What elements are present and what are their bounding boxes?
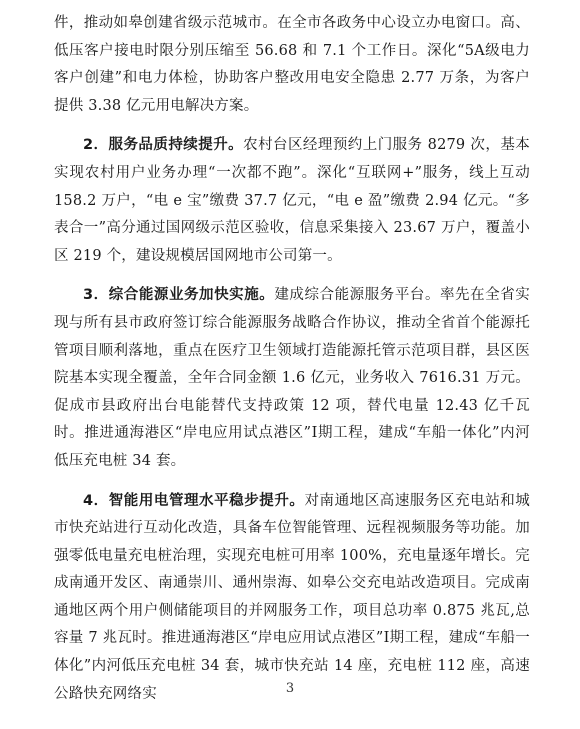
paragraph-1 — [54, 10, 530, 120]
paragraph-3 — [54, 282, 530, 475]
section-4-heading: 4．智能用电管理水平稳步提升。 — [83, 492, 305, 509]
paragraph-4 — [54, 488, 530, 709]
paragraph-1-text: 件，推动如皋创建省级示范城市。在全市各政务中心设立办电窗口。高、低压客户接电时限分别压缩至 56.68 和 7.1 个工作日。深化“5A级电力客户创建”和电力体检，协助客户整改用电安全隐患 2.77 万条，为客户提供 3.38 亿元用电解决方案。 — [54, 15, 530, 114]
section-3-heading: 3．综合能源业务加快实施。 — [83, 287, 275, 304]
paragraph-3-text: 建成综合能源服务平台。率先在全省实现与所有县市政府签订综合能源服务战略合作协议，推动全省首个能源托管项目顺利落地，重点在医疗卫生领域打造能源托管示范项目群，县区医院基本实现全覆盖，全年合同金额 1.6 亿元，业务收入 7616.31 万元。促成市县政府出台电能替代支持政策 12 项，替代电量 12.43 亿千瓦时。推进通海港区“岸电应用试点港区”Ⅰ期工程，建成“车船一体化”内河低压充电桩 34 套。 — [54, 287, 530, 469]
paragraph-2 — [54, 132, 530, 270]
paragraph-2-text: 农村台区经理预约上门服务 8279 次，基本实现农村用户业务办理“一次都不跑”。深化“互联网+”服务，线上互动 158.2 万户，“电 e 宝”缴费 37.7 亿元，“电 e 盈”缴费 2.94 亿元。“多表合一”高分通过国网级示范区验收，信息采集接入 23.67 万户，覆盖小区 219 个，建设规模居国网地市公司第一。 — [54, 137, 530, 264]
paragraph-4-text: 对南通地区高速服务区充电站和城市快充站进行互动化改造，具备车位智能管理、远程视频服务等功能。加强零低电量充电桩治理，实现充电桩可用率 100%，充电量逐年增长。完成南通开发区、南通崇川、通州崇海、如皋公交充电站改造项目。完成南通地区两个用户侧储能项目的并网服务工作，项目总功率 0.875 兆瓦,总容量 7 兆瓦时。推进通海港区“岸电应用试点港区”Ⅰ期工程，建成“车船一体化”内河低压充电桩 34 套，城市快充站 14 座，充电桩 112 座，高速公路快充网络实 — [54, 492, 531, 702]
section-2-heading: 2．服务品质持续提升。 — [83, 137, 244, 154]
page-number: 3 — [285, 681, 295, 696]
